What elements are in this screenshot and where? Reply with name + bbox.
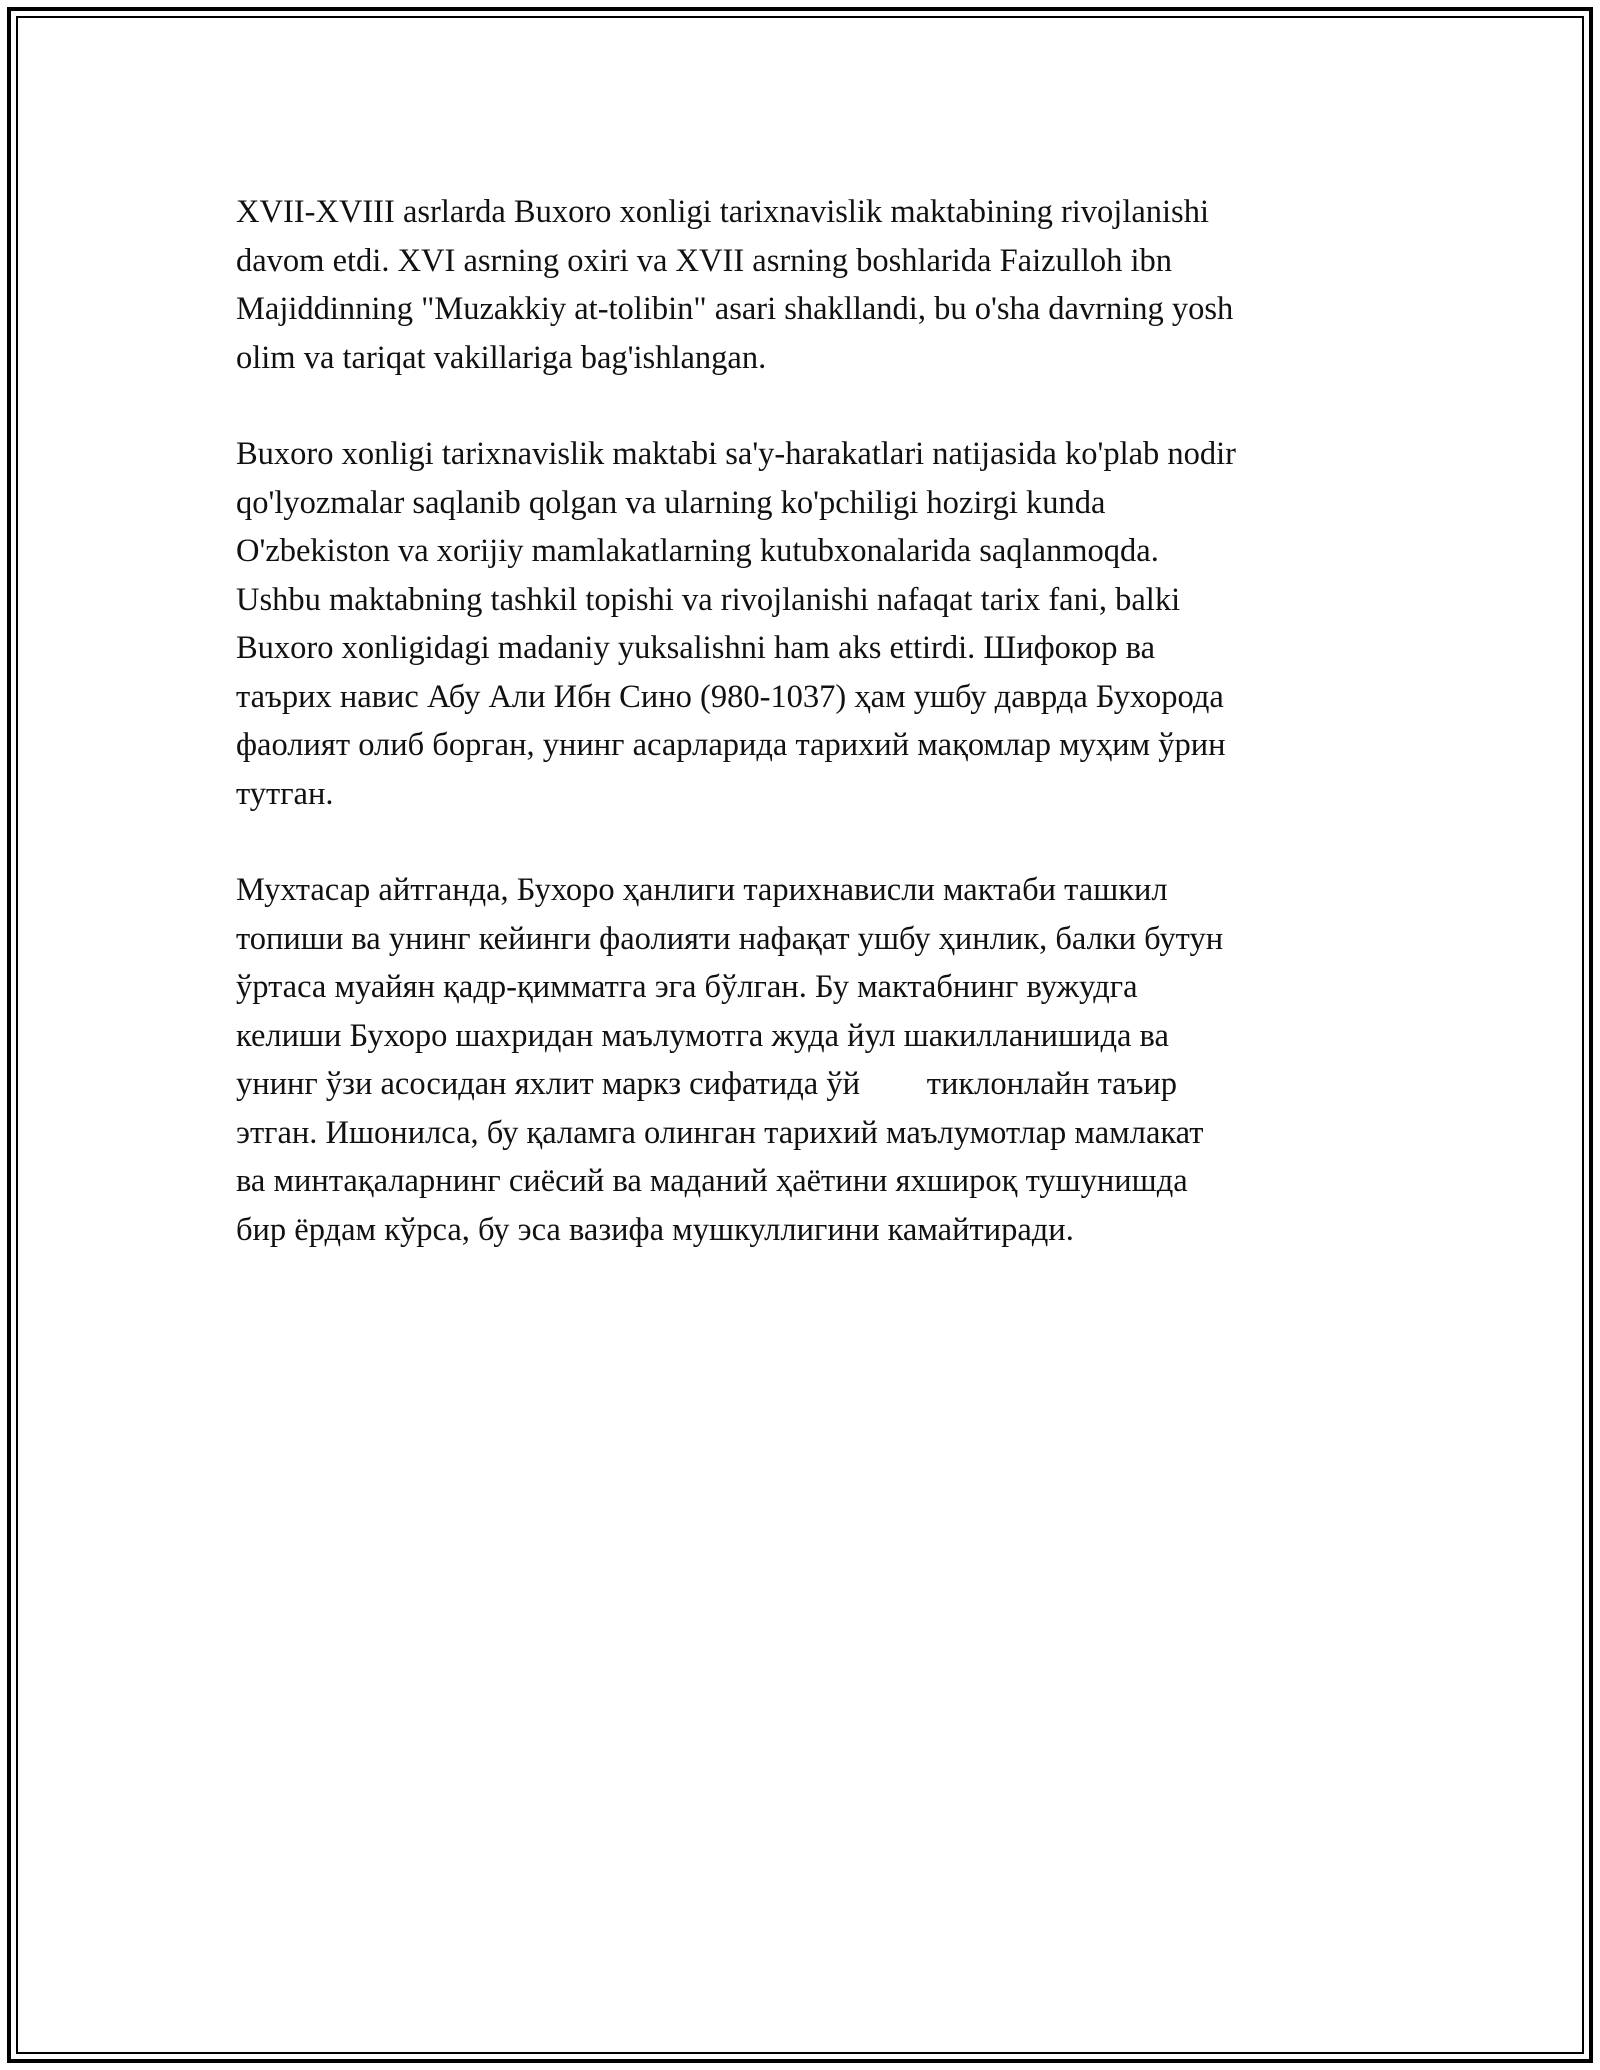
paragraph-2: Buxoro xonligi tarixnavislik maktabi sa'y-harakatlari natijasida ko'plab nodir qo'lyozmalar saqlanib qolgan va ularning ko'pchiligi hozirgi kunda O'zbekiston va xorijiy mamlakatlarning kutubxonalarida saqlanmoqda. Ushbu maktabning tashkil topishi va rivojlanishi nafaqat tarix fani, balki Buxoro xonligidagi madaniy yuksalishni ham aks ettirdi. Шифокор ва таърих навис Абу Али Ибн Сино (980-1037) ҳам ушбу даврда Бухорода фаолият олиб борган, унинг асарларида тарихий мақомлар муҳим ўрин тутган.: [236, 436, 1237, 812]
paragraph-3: Мухтасар айтганда, Бухоро ҳанлиги тарихнависли мактаби ташкил топиши ва унинг кейинги фаолияти нафақат ушбу ҳинлик, балки бутун ўртаса муайян қадр-қимматга эга бўлган. Бу мактабнинг вужудга келиши Бухоро шахридан маълумотга жуда йул шакилланишида ва унинг ўзи асосидан яхлит маркз сифатида ўй 􏰀􏰀 тиклонлайн таъир этган. Ишонилса, бу қаламга олинган тарихий маълумотлар мамлакат ва минтақаларнинг сиёсий ва маданий ҳаётини яхшироқ тушунишда бир ёрдам кўрса, бу эса вазифа мушкуллигини камайтиради.: [236, 872, 1224, 1248]
document-body: [236, 188, 1376, 1302]
paragraph-1: XVII-XVIII asrlarda Buxoro xonligi tarixnavislik maktabining rivojlanishi davom etdi. XVI asrning oxiri va XVII asrning boshlarida Faizulloh ibn Majiddinning "Muzakkiy at-tolibin" asari shakllandi, bu o'sha davrning yosh olim va tariqat vakillariga bag'ishlangan.: [236, 194, 1234, 376]
